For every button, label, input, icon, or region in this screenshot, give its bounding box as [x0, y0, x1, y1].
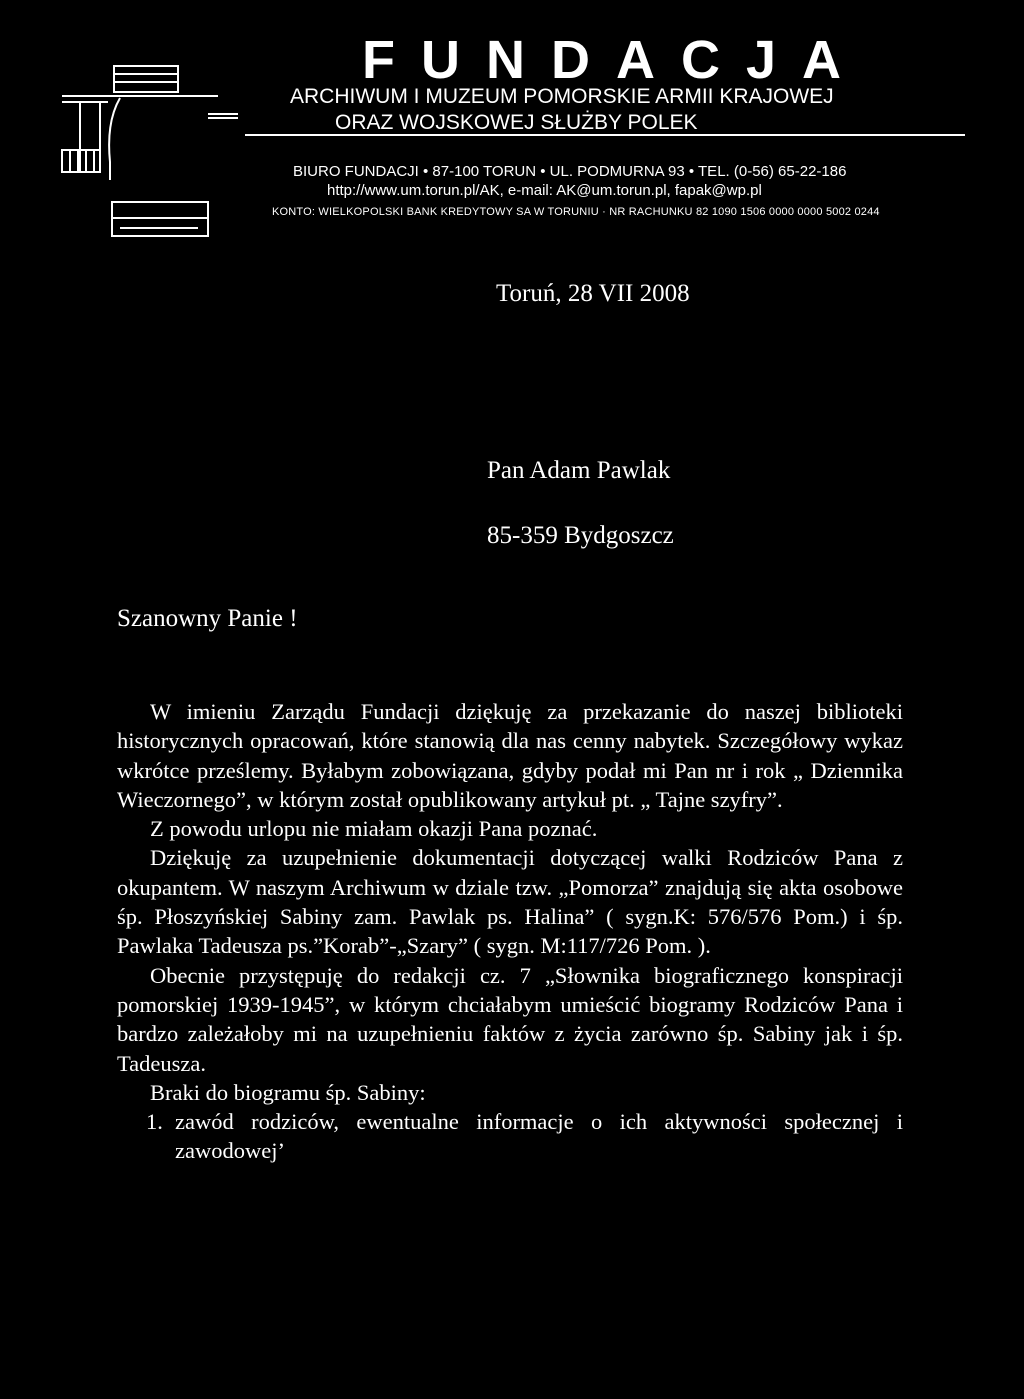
bank-account: KONTO: WIELKOPOLSKI BANK KREDYTOWY SA W TORUNIU · NR RACHUNKU 82 1090 1506 0000 0000 5002 0244: [272, 206, 880, 218]
contact-line: http://www.um.torun.pl/AK, e-mail: AK@um.torun.pl, fapak@wp.pl: [327, 182, 762, 199]
paragraph-1: W imieniu Zarządu Fundacji dziękuję za przekazanie do naszej biblioteki historycznych opracowań, które stanowią dla nas cenny nabytek. Szczegółowy wykaz wkrótce prześlemy. Byłabym zobowiązana, gdyby podał mi Pan nr i rok „ Dziennika Wieczornego”, w którym został opublikowany artykuł pt. „ Tajne szyfry”.: [117, 699, 903, 812]
list-item-number: 1.: [146, 1109, 163, 1135]
greeting: Szanowny Panie !: [117, 605, 298, 632]
paragraph-3: Dziękuję za uzupełnienie dokumentacji dotyczącej walki Rodziców Pana z okupantem. W naszym Archiwum w dziale tzw. „Pomorza” znajdują się akta osobowe śp. Płoszyńskiej Sabiny zam. Pawlak ps. Halina” ( sygn.K: 576/576 Pom.) i śp. Pawlaka Tadeusza ps.”Korab”-„Szary” ( sygn. M:117/726 Pom. ).: [117, 845, 903, 959]
paragraph-5: Braki do biogramu śp. Sabiny:: [150, 1079, 426, 1105]
recipient-name: Pan Adam Pawlak: [487, 457, 671, 484]
paragraph-2: Z powodu urlopu nie miałam okazji Pana poznać.: [150, 816, 598, 842]
list-item: [117, 1107, 903, 1166]
header-rule: [245, 134, 965, 136]
office-address: BIURO FUNDACJI • 87-100 TORUN • UL. PODMURNA 93 • TEL. (0-56) 65-22-186: [293, 163, 847, 180]
letter-body: [117, 697, 903, 1166]
missing-info-list: [117, 1107, 903, 1166]
header-line-1: ARCHIWUM I MUZEUM POMORSKIE ARMII KRAJOWEJ: [290, 85, 834, 108]
paragraph-4: Obecnie przystępuję do redakcji cz. 7 „Słownika biograficznego konspiracji pomorskiej 1939-1945”, w którym chciałabym umieścić biogramy Rodziców Pana i bardzo zależałoby mi na uzupełnieniu faktów z życia zarówno śp. Sabiny jak i śp. Tadeusza.: [117, 962, 903, 1076]
header-line-2: ORAZ WOJSKOWEJ SŁUŻBY POLEK: [335, 111, 698, 134]
foundation-logo: [58, 62, 238, 242]
recipient-city: 85-359 Bydgoszcz: [487, 522, 674, 549]
letter-date: Toruń, 28 VII 2008: [496, 280, 690, 307]
foundation-title: FUNDACJA: [362, 30, 867, 90]
list-item-text: zawód rodziców, ewentualne informacje o ich aktywności społecznej i zawodowej’: [175, 1109, 903, 1164]
